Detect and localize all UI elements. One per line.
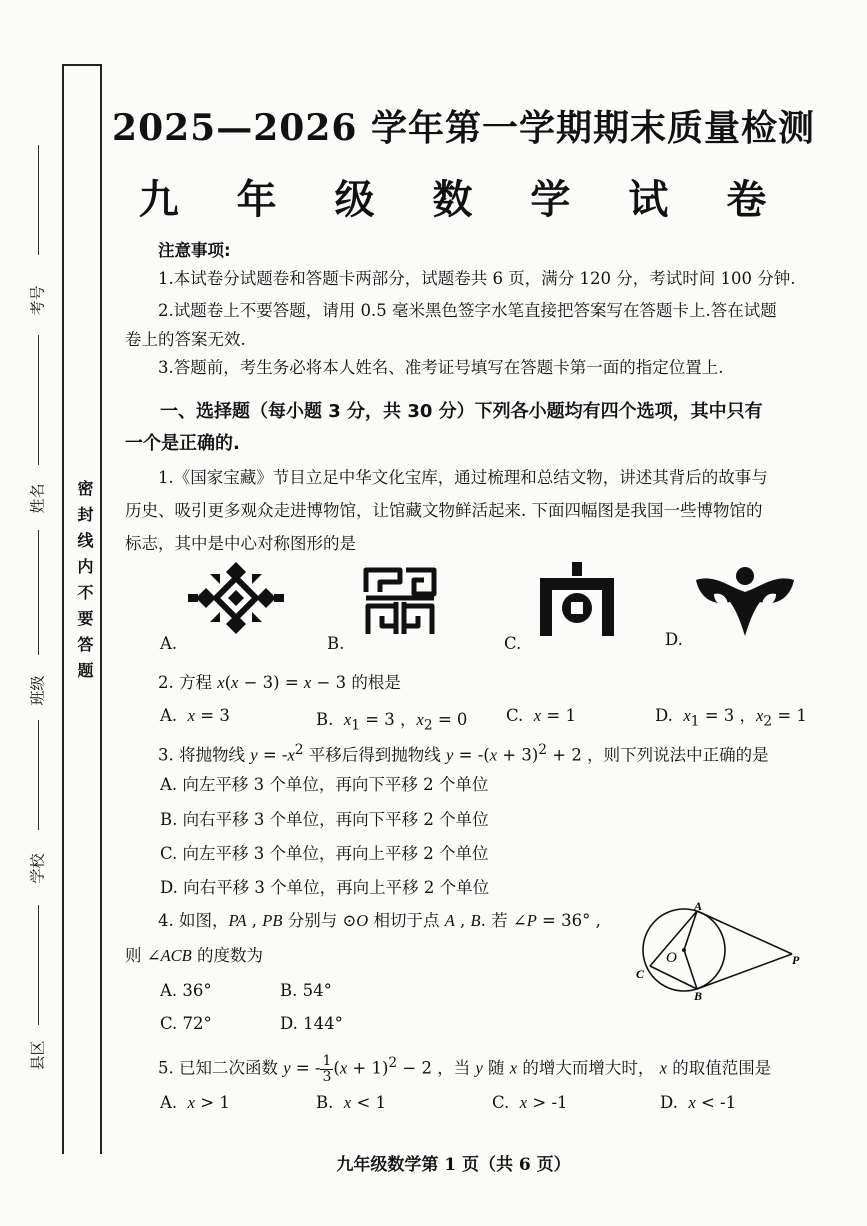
notice-item-2a: 2.试题卷上不要答题，请用 0.5 毫米黑色签字水笔直接把答案写在答题卡上.答在试题 (158, 301, 777, 320)
seal-warning: 密封线内不要答题 (75, 480, 94, 688)
label-name: 姓名 (28, 483, 47, 514)
blank-line-county (38, 905, 39, 1025)
q5-option-d: D. x < -1 (660, 1093, 737, 1112)
q2-option-c: C. x = 1 (506, 706, 576, 725)
page-title: 2025—2026 学年第一学期期末质量检测 (112, 107, 815, 149)
q3-option-b: B. 向右平移 3 个单位，再向下平移 2 个单位 (160, 810, 489, 829)
q5-option-b: B. x < 1 (316, 1093, 387, 1112)
q1-option-a: A. (160, 634, 178, 653)
q2-stem: 2. 方程 x(x − 3) = x − 3 的根是 (158, 673, 401, 692)
logo-d-ruyi-icon (694, 566, 796, 638)
blank-line-class (38, 530, 39, 655)
logo-b-seal-icon (360, 562, 440, 638)
label-county: 县区 (28, 1040, 47, 1071)
q1-stem-line2: 历史、吸引更多观众走进博物馆，让馆藏文物鲜活起来. 下面四幅图是我国一些博物馆的 (125, 501, 763, 520)
fig-label-a: A (694, 899, 703, 913)
q3-stem: 3. 将抛物线 $y = -x^2$ 平移后得到抛物线 $y = -(x + 3)^2 + 2$ ，则下列说法中正确的是 (158, 742, 769, 765)
page-subtitle: 九 年 级 数 学 试 卷 (138, 176, 789, 223)
logo-c-gate-icon (536, 562, 618, 638)
margin-rule-top (62, 64, 102, 66)
blank-line-name (38, 335, 39, 465)
q5-stem: 5. 已知二次函数 y = - $\frac{1}{3}$ $(x + 1)^2 - 2$ ，当 y 随 x 的增大而增大时， x 的取值范围是 (158, 1052, 772, 1085)
q1-option-b: B. (327, 634, 345, 653)
notice-item-1: 1.本试卷分试题卷和答题卡两部分，试题卷共 6 页，满分 120 分，考试时间 100 分钟. (158, 269, 796, 288)
fig-label-b: B (694, 989, 703, 1003)
logo-a-knot-icon (188, 560, 284, 636)
q2-option-d: D. $x_1 = 3$ ，$x_2 = 1$ (655, 706, 807, 730)
notice-item-2b: 卷上的答案无效. (125, 330, 246, 349)
q3-option-d: D. 向右平移 3 个单位，再向上平移 2 个单位 (160, 878, 490, 897)
label-school: 学校 (28, 853, 47, 884)
section-heading-cont: 一个是正确的. (125, 433, 240, 454)
label-class: 班级 (28, 675, 47, 706)
q4-option-d: D. 144° (280, 1014, 343, 1033)
q1-stem-line1: 1.《国家宝藏》节目立足中华文化宝库，通过梳理和总结文物，讲述其背后的故事与 (158, 468, 768, 487)
blank-line-school (38, 720, 39, 830)
q4-stem-line2: 则 ∠ACB 的度数为 (125, 946, 263, 965)
q1-stem-line3: 标志，其中是中心对称图形的是 (125, 534, 356, 553)
q4-option-c: C. 72° (160, 1014, 212, 1033)
fig-label-o: O (666, 950, 677, 966)
margin-rule-outer (62, 64, 64, 1154)
margin-rule-inner (100, 64, 102, 1154)
q4-option-a: A. 36° (160, 981, 212, 1000)
q1-option-c: C. (504, 634, 522, 653)
q5-option-a: A. x > 1 (160, 1093, 230, 1112)
q3-option-c: C. 向左平移 3 个单位，再向上平移 2 个单位 (160, 844, 489, 863)
fig-label-p: P (792, 953, 800, 967)
section-heading: 一、选择题（每小题 3 分，共 30 分）下列各小题均有四个选项，其中只有 (160, 401, 763, 422)
q2-option-a: A. x = 3 (160, 706, 230, 725)
page-footer: 九年级数学第 1 页（共 6 页） (336, 1155, 571, 1175)
q4-circle-figure (628, 898, 818, 1008)
q1-option-d: D. (665, 630, 683, 649)
fig-label-c: C (636, 967, 645, 981)
q2-option-b: B. $x_1 = 3$ ，$x_2 = 0$ (316, 710, 468, 734)
label-exam-no: 考号 (28, 285, 47, 316)
notice-heading: 注意事项: (158, 241, 231, 260)
q3-option-a: A. 向左平移 3 个单位，再向下平移 2 个单位 (160, 775, 489, 794)
notice-item-3: 3.答题前，考生务必将本人姓名、准考证号填写在答题卡第一面的指定位置上. (158, 358, 724, 377)
q4-option-b: B. 54° (280, 981, 332, 1000)
q4-stem-line1: 4. 如图，PA , PB 分别与 ⊙O 相切于点 A , B. 若 ∠P = 36° , (158, 911, 601, 930)
q5-option-c: C. x > -1 (492, 1093, 568, 1112)
